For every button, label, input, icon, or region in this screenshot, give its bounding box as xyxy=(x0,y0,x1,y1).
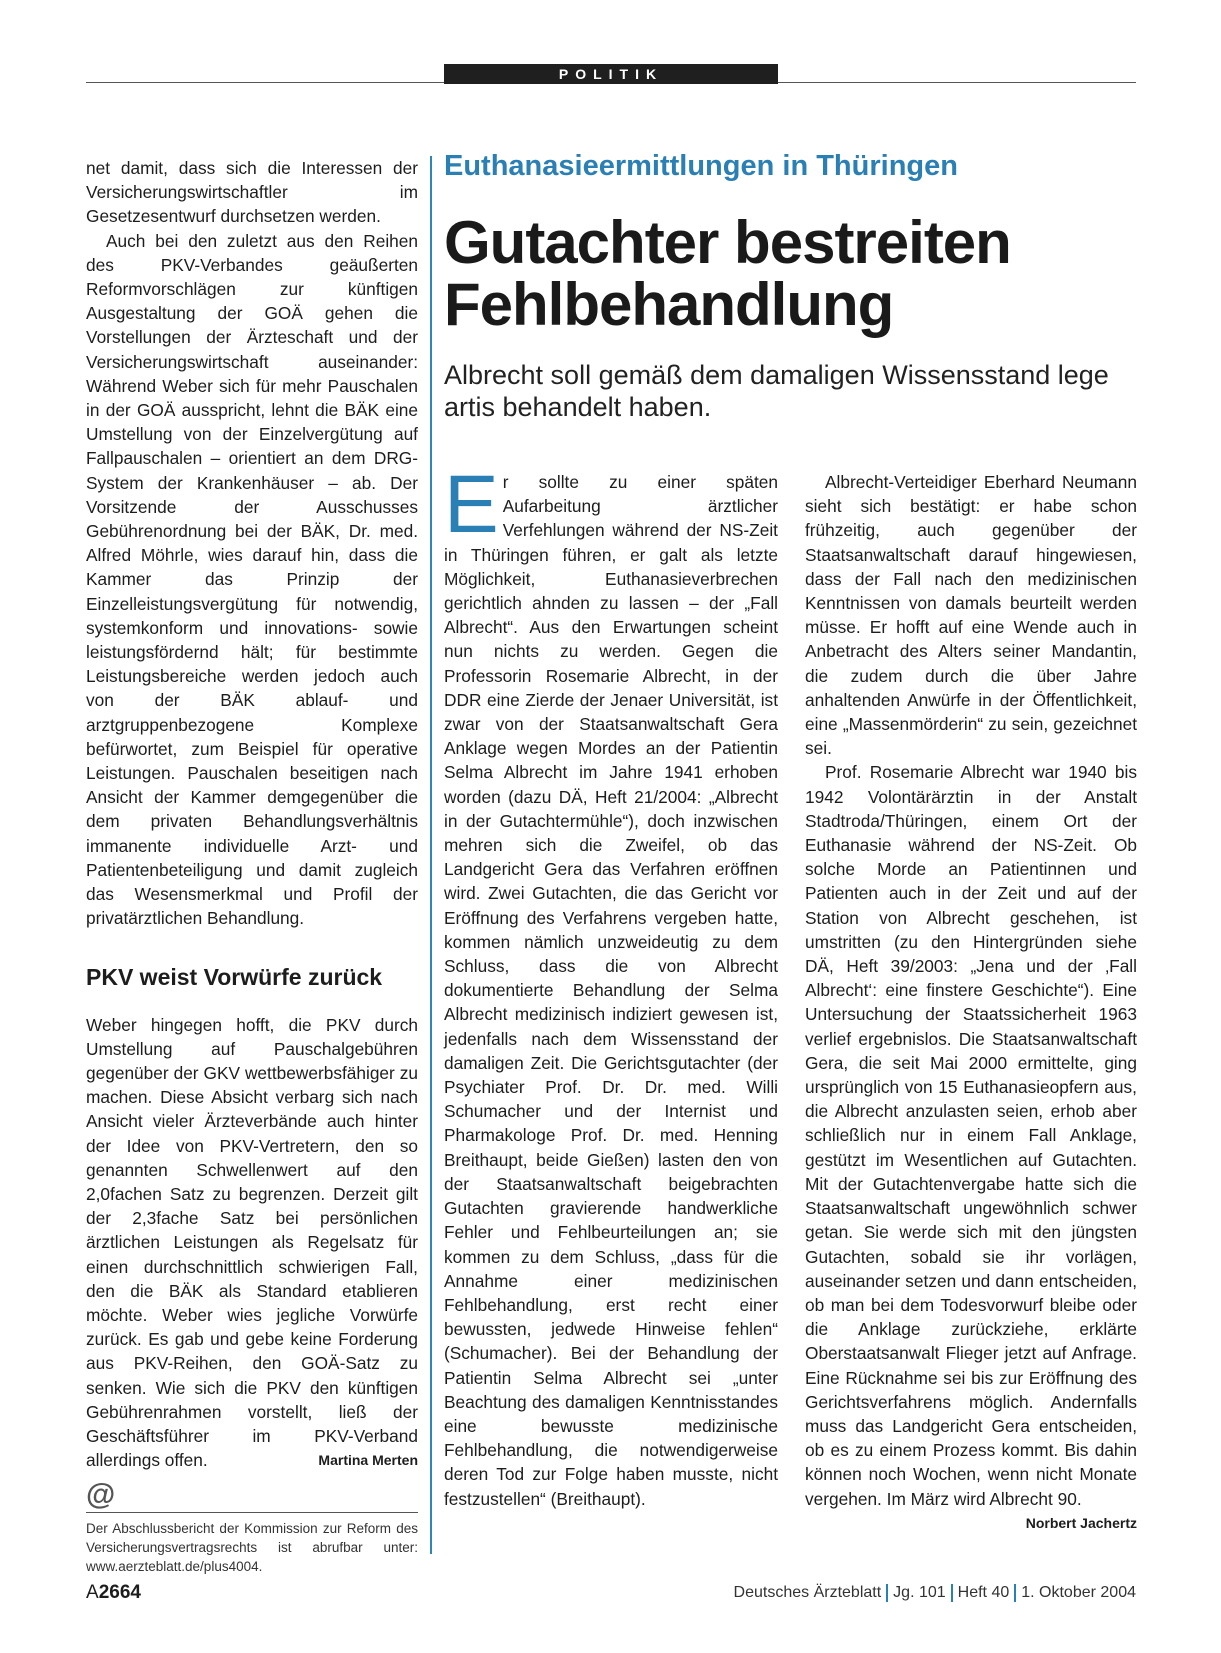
author-left: Martina Merten xyxy=(318,1452,418,1469)
dropcap: E xyxy=(444,459,499,550)
volume: Jg. 101 xyxy=(893,1584,946,1602)
journal-name: Deutsches Ärzteblatt xyxy=(733,1584,882,1602)
article-column-right xyxy=(805,470,1137,1535)
paragraph: Albrecht-Verteidiger Eberhard Neumann sieht sich bestätigt: er habe schon frühzeitig, auch gegenüber der Staatsanwaltschaft darauf hingewiesen, dass der Fall nach den medizinischen Kenntnissen von damals beurteilt werden müsse. Er hofft auf eine Wende auch in Anbetracht des Alters seiner Mandantin, die zudem durch die über Jahre anhaltenden Anwürfe in der Öffentlichkeit, eine „Massenmörderin“ zu sein, gezeichnet sei. xyxy=(805,472,1137,759)
section-label: POLITIK xyxy=(444,64,778,84)
paragraph-text: r sollte zu einer späten Aufarbeitung ärztlicher Verfehlungen während der NS-Zeit in Thüringen führen, er galt als letzte Möglichkeit, Euthanasieverbrechen gerichtlich ahnden zu lassen – der „Fall Albrecht“. Aus den Erwartungen scheint nun nichts zu werden. Gegen die Professorin Rosemarie Albrecht, in der DDR eine Zierde der Jenaer Universität, ist zwar von der Staatsanwaltschaft Gera Anklage wegen Mordes an der Patientin Selma Albrecht im Jahre 1941 erhoben worden (dazu DÄ, Heft 21/2004: „Albrecht in der Gutachtermühle“), doch inzwischen mehren sich die Zweifel, ob das Landgericht Gera das Verfahren eröffnen wird. Zwei Gutachten, die das Gericht vor Eröffnung des Verfahrens vergeben hatte, kommen nämlich unzweideutig zu dem Schluss, dass die von Albrecht dokumentierte Behandlung der Selma Albrecht medizinisch indiziert gewesen ist, jedenfalls nach dem Wissensstand der damaligen Zeit. Die Gerichtsgutachter (der Psychiater Prof. Dr. Dr. med. Willi Schumacher und der Internist und Pharmakologe Prof. Dr. med. Henning Breithaupt, beide Gießen) lasten den von der Staatsanwaltschaft beigebrachten Gutachten gravierende handwerkliche Fehler und Fehlbeurteilungen an; sie kommen zu dem Schluss, „dass für die Annahme einer medizinischen Fehlbehandlung, erst recht einer bewussten, jedwede Hinweise fehlen“ (Schumacher). Bei der Behandlung der Patientin Selma Albrecht sei „unter Beachtung des damaligen Kenntnisstandes eine bewusste medizinische Fehlbehandlung, die notwendigerweise deren Tod zur Folge haben musste, nicht festzustellen“ (Breithaupt). xyxy=(444,472,778,1509)
left-column xyxy=(86,156,418,1576)
paragraph-text: Prof. Rosemarie Albrecht war 1940 bis 1942 Volontärärztin in der Anstalt Stadtroda/Thüringen, einem Ort der Euthanasie während der NS-Zeit. Ob solche Morde an Patientinnen und Patienten auch in der Zeit und auf der Station von Albrecht geschehen, ist umstritten (zu den Hintergründen siehe DÄ, Heft 39/2003: „Jena und der ‚Fall Albrecht‘: eine finstere Geschichte“). Eine Untersuchung der Staatssicherheit 1963 verlief ergebnislos. Die Staatsanwaltschaft Gera, die seit Mai 2000 ermittelte, ging ursprünglich von 15 Euthanasieopfern aus, die Albrecht anzulasten seien, erhob aber schließlich nur in einem Fall Anklage, gestützt im Wesentlichen auf Gutachten. Mit der Gutachtenvergabe hatte sich die Staatsanwaltschaft ungewöhnlich schwer getan. Sie werde sich mit den jüngsten Gutachten, sobald sie ihr vorlägen, auseinander setzen und dann entscheiden, ob man bei dem Todesvorwurf bleibe oder die Anklage zurückziehe, erklärte Oberstaatsanwalt Flieger jetzt auf Anfrage. Eine Rücknahme sei bis zur Eröffnung des Gerichtsverfahrens möglich. Andernfalls muss das Landgericht Gera entscheiden, ob es zu einem Prozess kommt. Bis dahin können noch Wochen, wenn nicht Monate vergehen. Im März wird Albrecht 90. xyxy=(805,762,1137,1509)
note-divider xyxy=(86,1512,418,1513)
separator xyxy=(951,1584,953,1602)
deck: Albrecht soll gemäß dem damaligen Wissensstand lege artis behandelt haben. xyxy=(444,360,1109,422)
kicker: Euthanasieermittlungen in Thüringen xyxy=(444,150,958,182)
article-column-middle xyxy=(444,459,778,1511)
page-number-value: 2664 xyxy=(98,1582,141,1603)
paragraph: Auch bei den zuletzt aus den Reihen des PKV-Verbandes geäußerten Reformvorschlägen zur künftigen Ausgestaltung der GOÄ gehen die Vorstellungen der Ärzteschaft und der Versicherungswirtschaft auseinander: Während Weber sich für mehr Pauschalen in der GOÄ ausspricht, lehnt die BÄK eine Umstellung von der Einzelvergütung auf Fallpauschalen – orientiert an dem DRG-System der Krankenhäuser – ab. Der Vorsitzende der Ausschusses Gebührenordnung bei der BÄK, Dr. med. Alfred Möhrle, wies darauf hin, dass die Kammer das Prinzip der Einzelleistungsvergütung für notwendig, systemkonform und innovations- sowie leistungsfördernd hält; für bestimmte Leistungsbereiche werden jedoch auch von der BÄK ablauf- und arztgruppenbezogene Komplexe befürwortet, zum Beispiel für operative Leistungen. Pauschalen beseitigen nach Ansicht der Kammer demgegenüber die dem privaten Behandlungsverhältnis immanente individuelle Arzt- und Patientenbeteiligung und damit zugleich das Wesensmerkmal und Profil der privatärztlichen Behandlung. xyxy=(86,230,418,929)
author-right: Norbert Jachertz xyxy=(1025,1514,1137,1531)
paragraph: net damit, dass sich die Interessen der Versicherungswirtschaftler im Gesetzesentwurf durchsetzen werden. xyxy=(86,158,418,227)
at-sign-icon: @ xyxy=(86,1478,116,1512)
subheading: PKV weist Vorwürfe zurück xyxy=(86,963,383,990)
paragraph xyxy=(805,760,1137,1531)
headline: Gutachter bestreiten Fehlbehandlung xyxy=(444,209,1011,338)
column-divider xyxy=(430,156,432,1554)
issue: Heft 40 xyxy=(957,1584,1010,1602)
date: 1. Oktober 2004 xyxy=(1021,1584,1136,1602)
separator xyxy=(1014,1584,1016,1602)
paragraph xyxy=(444,459,778,1511)
separator xyxy=(886,1584,888,1602)
paragraph xyxy=(86,1013,418,1473)
online-note: Der Abschlussbericht der Kommission zur Reform des Versicherungsvertragsrechts ist abrufbar unter: www.aerzteblatt.de/plus4004. xyxy=(86,1521,418,1575)
paragraph-text: Weber hingegen hofft, die PKV durch Umstellung auf Pauschalgebühren gegenüber der GKV wettbewerbsfähiger zu machen. Diese Absicht verbarg sich nach Ansicht vieler Ärzteverbände auch hinter der Idee von PKV-Vertretern, den so genannten Schwellenwert auf den 2,0fachen Satz zu begrenzen. Derzeit gilt der 2,3fache Satz bei persönlichen ärztlichen Leistungen als Regelsatz für einen durchschnittlich schwierigen Fall, den die BÄK als Standard etablieren möchte. Weber wies jegliche Vorwürfe zurück. Es gab und gebe keine Forderung aus PKV-Reihen, den GOÄ-Satz zu senken. Wie sich die PKV den künftigen Gebührenrahmen vorstellt, ließ der Geschäftsführer im PKV-Verband allerdings offen. xyxy=(86,1014,418,1471)
page-number xyxy=(86,1582,141,1604)
journal-info xyxy=(734,1584,1136,1602)
page-prefix: A xyxy=(86,1582,99,1603)
